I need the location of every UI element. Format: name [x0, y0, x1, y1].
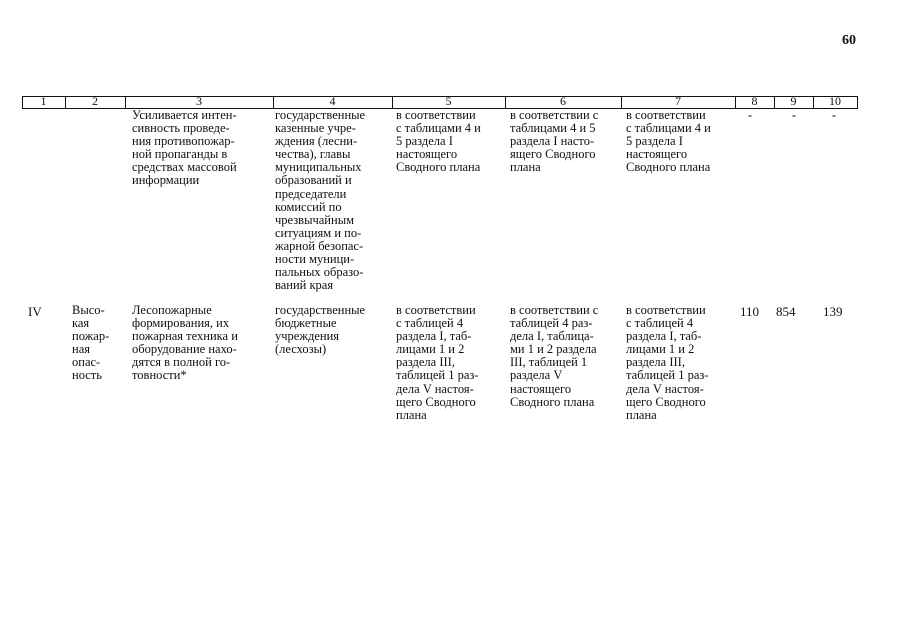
column-number-7: 7 [675, 94, 681, 108]
value-col9: 854 [776, 304, 796, 319]
column-number-1: 1 [40, 94, 47, 108]
resources-cell: в соответствии с таблицами 4 и 5 раздела I настоящего Сводного плана [626, 108, 711, 175]
forces-cell: в соответствии с таблицей 4 раздела I, таб- лицами 1 и 2 раздела III, таблицей 1 раз- дела V настоя- щего Сводного плана [396, 303, 479, 422]
column-number-2: 2 [92, 94, 98, 108]
hazard-level-cell: Высо- кая пожар- ная опас- ность [72, 303, 110, 383]
value-col10: - [832, 108, 837, 122]
measure-cell: Лесопожарные формирования, их пожарная техника и оборудование нахо- дятся в полной го- товности* [132, 303, 238, 383]
forces-cell: в соответствии с таблицами 4 и 5 раздела I настоящего Сводного плана [396, 108, 481, 175]
hazard-class-cell: IV [28, 304, 42, 319]
column-number-4: 4 [329, 94, 336, 108]
column-number-8: 8 [751, 94, 758, 108]
header-divider [857, 96, 858, 109]
means-cell: в соответствии с таблицей 4 раз- дела I, таблица- ми 1 и 2 раздела III, таблицей 1 раздела V настоящего Сводного плана [510, 303, 599, 409]
column-number-10: 10 [829, 94, 841, 108]
responsible-cell: государственные бюджетные учреждения (лесхозы) [275, 303, 366, 357]
page-number: 60 [842, 33, 856, 48]
value-col10: 139 [823, 304, 843, 319]
column-number-9: 9 [790, 94, 797, 108]
column-number-3: 3 [196, 94, 202, 108]
measure-cell: Усиливается интен- сивность проведе- ния противопожар- ной пропаганды в средствах массовой информации [132, 108, 237, 188]
value-col8: - [748, 108, 753, 122]
value-col9: - [792, 108, 797, 122]
means-cell: в соответствии с таблицами 4 и 5 раздела I насто- ящего Сводного плана [510, 108, 599, 175]
value-col8: 110 [740, 304, 760, 319]
column-number-5: 5 [445, 94, 452, 108]
responsible-cell: государственные казенные учре- ждения (лесни- чества), главы муниципальных образований и председатели комиссий по чрезвычайным ситуациям и по- жарной безопас- ности муници- пальных образо- ваний края [275, 108, 366, 293]
column-number-6: 6 [560, 94, 566, 108]
resources-cell: в соответствии с таблицей 4 раздела I, таб- лицами 1 и 2 раздела III, таблицей 1 раз- дела V настоя- щего Сводного плана [626, 303, 709, 422]
